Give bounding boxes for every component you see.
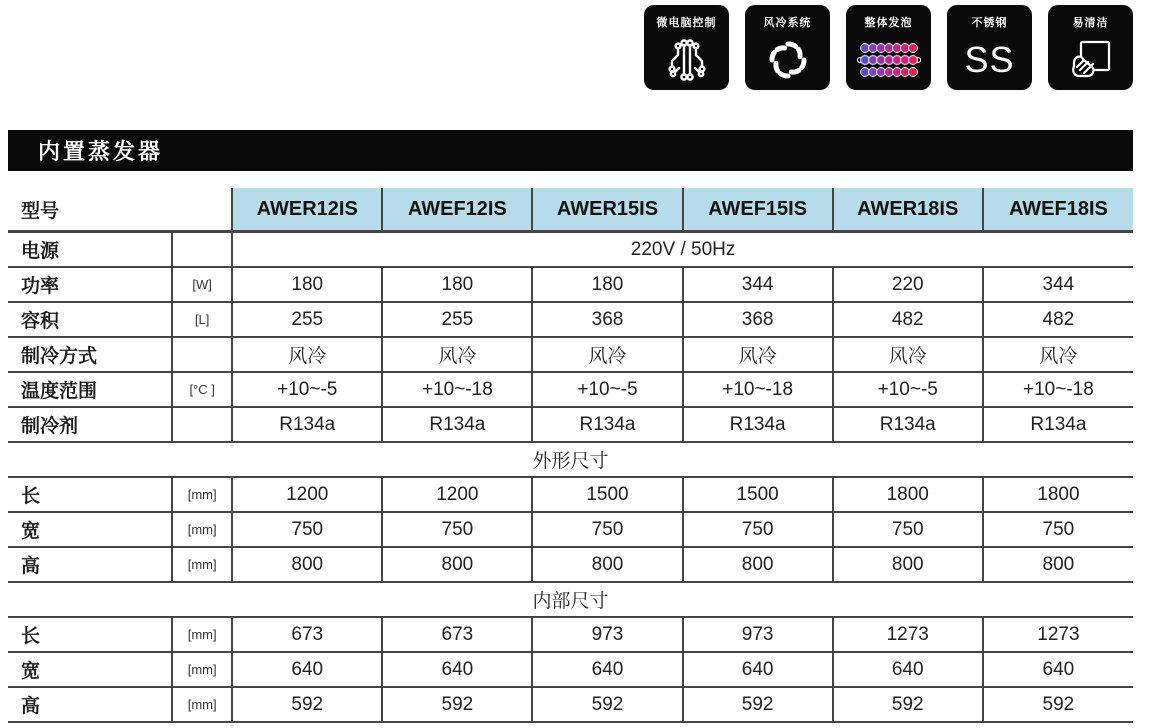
model-header: AWER15IS	[532, 188, 682, 232]
spec-value: 风冷	[532, 337, 682, 372]
spec-value: 640	[983, 652, 1133, 687]
spec-row-unit: [mm]	[172, 652, 232, 687]
circuit-icon	[664, 30, 710, 90]
spec-table-body	[8, 232, 1133, 723]
spec-value: R134a	[532, 407, 682, 442]
spec-row	[8, 407, 1133, 442]
spec-value: 640	[683, 652, 833, 687]
spec-row-label: 电源	[8, 232, 172, 268]
spec-value: 592	[232, 687, 382, 722]
spec-row	[8, 372, 1133, 407]
spec-row-label: 温度范围	[8, 372, 172, 407]
feature-tile-integral-foaming	[846, 5, 931, 90]
spec-value: 973	[683, 617, 833, 652]
feature-tile-stainless-steel	[947, 5, 1032, 90]
spec-value: R134a	[232, 407, 382, 442]
feature-tile-easy-clean	[1048, 5, 1133, 90]
spec-row	[8, 512, 1133, 547]
spec-value: R134a	[382, 407, 532, 442]
spec-value: 344	[683, 267, 833, 302]
spec-value: 800	[232, 547, 382, 582]
spec-row	[8, 547, 1133, 582]
spec-value: 1500	[683, 477, 833, 512]
spec-span-value: 220V / 50Hz	[232, 232, 1133, 268]
spec-value: 592	[683, 687, 833, 722]
spec-value: +10~-5	[833, 372, 983, 407]
spec-row-unit: [mm]	[172, 687, 232, 722]
spec-value: 750	[382, 512, 532, 547]
feature-label: 风冷系统	[763, 17, 812, 29]
spec-row-label: 宽	[8, 512, 172, 547]
section-row	[8, 442, 1133, 477]
feature-tile-air-cooling	[745, 5, 830, 90]
spec-value: 1800	[983, 477, 1133, 512]
spec-row-label: 功率	[8, 267, 172, 302]
feature-label: 微电脑控制	[656, 17, 717, 29]
fan-icon	[765, 30, 811, 90]
spec-value: 180	[532, 267, 682, 302]
spec-value: 800	[532, 547, 682, 582]
spec-row-label: 宽	[8, 652, 172, 687]
spec-row-unit: [°C ]	[172, 372, 232, 407]
spec-value: 750	[983, 512, 1133, 547]
spec-value: +10~-5	[232, 372, 382, 407]
model-header: AWER12IS	[232, 188, 382, 232]
feature-icons-row	[644, 5, 1133, 90]
spec-row-unit	[172, 407, 232, 442]
spec-value: R134a	[683, 407, 833, 442]
section-title-bar: 内置蒸发器	[8, 130, 1133, 171]
spec-value: 640	[833, 652, 983, 687]
spec-value: 673	[232, 617, 382, 652]
spec-value: 592	[983, 687, 1133, 722]
spec-value: 风冷	[833, 337, 983, 372]
spec-value: 1800	[833, 477, 983, 512]
model-header-row	[8, 188, 1133, 232]
section-row-label: 内部尺寸	[8, 582, 1133, 617]
spec-value: R134a	[833, 407, 983, 442]
spec-value: 640	[382, 652, 532, 687]
spec-value: +10~-5	[532, 372, 682, 407]
spec-value: 1500	[532, 477, 682, 512]
spec-row-unit	[172, 337, 232, 372]
spec-value: 180	[382, 267, 532, 302]
foam-icon	[857, 30, 921, 90]
spec-value: 风冷	[983, 337, 1133, 372]
spec-value: +10~-18	[683, 372, 833, 407]
feature-label: 不锈钢	[971, 17, 1008, 29]
spec-row-label: 高	[8, 687, 172, 722]
spec-row-unit: [mm]	[172, 617, 232, 652]
feature-tile-microcomputer-control	[644, 5, 729, 90]
spec-value: 673	[382, 617, 532, 652]
model-header: AWER18IS	[833, 188, 983, 232]
spec-row	[8, 267, 1133, 302]
spec-value: 1273	[833, 617, 983, 652]
spec-row-label: 高	[8, 547, 172, 582]
spec-table	[8, 188, 1133, 723]
spec-row-unit: [mm]	[172, 547, 232, 582]
spec-value: 640	[532, 652, 682, 687]
spec-row	[8, 687, 1133, 722]
spec-row	[8, 337, 1133, 372]
spec-value: 800	[983, 547, 1133, 582]
spec-value: 750	[683, 512, 833, 547]
spec-value: 368	[683, 302, 833, 337]
spec-value: 风冷	[382, 337, 532, 372]
spec-value: 368	[532, 302, 682, 337]
spec-value: 180	[232, 267, 382, 302]
spec-value: 1200	[382, 477, 532, 512]
spec-row-label: 长	[8, 617, 172, 652]
spec-row-unit	[172, 232, 232, 268]
spec-row	[8, 652, 1133, 687]
unit-column-header	[172, 188, 232, 232]
spec-value: 750	[532, 512, 682, 547]
spec-row-unit: [mm]	[172, 512, 232, 547]
spec-value: 风冷	[232, 337, 382, 372]
spec-value: 344	[983, 267, 1133, 302]
spec-row	[8, 477, 1133, 512]
spec-value: 592	[382, 687, 532, 722]
section-row-label: 外形尺寸	[8, 442, 1133, 477]
spec-value: 255	[382, 302, 532, 337]
spec-row-label: 制冷方式	[8, 337, 172, 372]
spec-value: 风冷	[683, 337, 833, 372]
spec-value: R134a	[983, 407, 1133, 442]
spec-value: 800	[683, 547, 833, 582]
section-row	[8, 582, 1133, 617]
spec-value: 1200	[232, 477, 382, 512]
spec-value: 800	[833, 547, 983, 582]
feature-label: 易清洁	[1072, 17, 1109, 29]
hand-wipe-icon	[1068, 30, 1114, 90]
spec-value: 255	[232, 302, 382, 337]
feature-label: 整体发泡	[864, 17, 913, 29]
spec-value: 592	[833, 687, 983, 722]
spec-row	[8, 617, 1133, 652]
spec-value: 482	[983, 302, 1133, 337]
spec-row-unit: [W]	[172, 267, 232, 302]
spec-value: 750	[232, 512, 382, 547]
spec-value: +10~-18	[983, 372, 1133, 407]
spec-row-unit: [mm]	[172, 477, 232, 512]
spec-value: 592	[532, 687, 682, 722]
spec-value: 973	[532, 617, 682, 652]
spec-value: 750	[833, 512, 983, 547]
spec-row	[8, 302, 1133, 337]
spec-row-label: 长	[8, 477, 172, 512]
spec-value: 1273	[983, 617, 1133, 652]
spec-value: +10~-18	[382, 372, 532, 407]
stainless-steel-ss-text: SS	[964, 39, 1015, 80]
spec-row	[8, 232, 1133, 268]
model-header: AWEF12IS	[382, 188, 532, 232]
spec-value: 482	[833, 302, 983, 337]
model-header: AWEF18IS	[983, 188, 1133, 232]
spec-row-unit: [L]	[172, 302, 232, 337]
spec-value: 800	[382, 547, 532, 582]
spec-value: 220	[833, 267, 983, 302]
model-header: AWEF15IS	[683, 188, 833, 232]
model-row-label: 型号	[8, 188, 172, 232]
spec-row-label: 容积	[8, 302, 172, 337]
spec-row-label: 制冷剂	[8, 407, 172, 442]
spec-value: 640	[232, 652, 382, 687]
